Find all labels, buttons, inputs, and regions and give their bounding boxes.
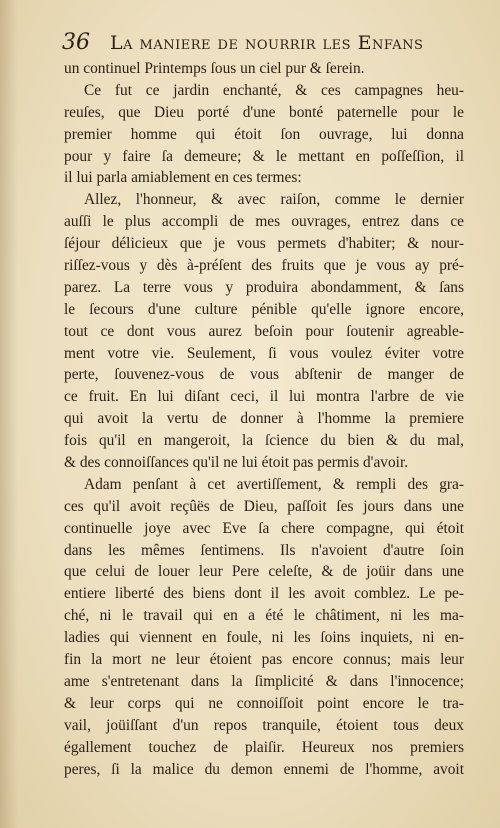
text-line: qui avoit la vertu de donner à l'homme la premiere	[64, 410, 464, 428]
text-line: que celui de louer leur Pere celeſte, & de joüir dans une	[64, 563, 464, 581]
text-line: reuſes, que Dieu porté d'une bonté paternelle pour le	[64, 103, 464, 121]
text-line: il lui parla amiablement en ces termes:	[64, 169, 302, 187]
text-line: Adam penſant à cet avertiſſement, & rempli des gra-	[84, 475, 464, 493]
text-line: parez. La terre vous y produira abondamment, & ſans	[64, 278, 464, 296]
text-line: auſſi le plus accompli de mes ouvrages, entrez dans ce	[64, 213, 464, 231]
text-line: pour y faire ſa demeure; & le mettant en poſſeſſion, il	[64, 147, 464, 165]
text-line: vail, joüiſſant d'un repos tranquile, étoient tous deux	[64, 716, 464, 734]
running-title: La maniere de nourrir les Enfans	[110, 32, 424, 54]
text-line: ché, ni le travail qui en a été le châtiment, ni les ma-	[64, 607, 464, 625]
text-line: le ſecours d'une culture pénible qu'elle ignore encore,	[64, 300, 464, 318]
text-line: peres, ſi la malice du demon ennemi de l'homme, avoit	[64, 760, 464, 778]
text-line: un continuel Printemps ſous un ciel pur & ſerein.	[64, 60, 365, 77]
text-line: & leur corps qui ne connoiſſoit point encore le tra-	[64, 694, 464, 712]
text-line: fois qu'il en mangeroit, la ſcience du bien & du mal,	[64, 432, 464, 450]
text-line: fin la mort ne leur étoient pas encore connus; mais leur	[64, 651, 464, 669]
text-line: perte, ſouvenez-vous de vous abſtenir de manger de	[64, 366, 464, 384]
text-line: Allez, l'honneur, & avec raiſon, comme le dernier	[84, 191, 464, 209]
text-line: continuelle joye avec Eve ſa chere compagne, qui étoit	[64, 519, 464, 537]
text-line: & des connoiſſances qu'il ne lui étoit pas permis d'avoir.	[64, 454, 409, 472]
text-line: riſſez-vous y dès à-préſent des fruits que je vous ay pré-	[64, 257, 464, 275]
text-line: ladies qui viennent en foule, ni les ſoins inquiets, ni en-	[64, 629, 464, 647]
text-line: ame s'entretenant dans la ſimplicité & dans l'innocence;	[64, 672, 464, 690]
text-line: Ce fut ce jardin enchanté, & ces campagnes heu-	[84, 81, 464, 99]
page-gutter-shadow	[0, 0, 18, 828]
text-line: premier homme qui étoit ſon ouvrage, lui donna	[64, 125, 464, 143]
text-line: égallement touchez de plaiſir. Heureux nos premiers	[64, 738, 464, 756]
text-line: dans les mêmes ſentimens. Ils n'avoient d'autre ſoin	[64, 541, 464, 559]
text-line: ces qu'il avoit reçûës de Dieu, paſſoit ſes jours dans une	[64, 497, 464, 515]
text-line: tout ce dont vous aurez beſoin pour ſoutenir agreable-	[64, 322, 464, 340]
text-line: ce fruit. En lui diſant ceci, il lui montra l'arbre de vie	[64, 388, 464, 406]
text-line: entiere liberté des biens dont il les avoit comblez. Le pe-	[64, 585, 464, 603]
text-line: ſéjour délicieux que je vous permets d'habiter; & nour-	[64, 235, 464, 253]
text-line: ment votre vie. Seulement, ſi vous voulez éviter votre	[64, 344, 464, 362]
body-text	[64, 58, 464, 780]
page-number: 36	[62, 30, 90, 55]
page-header	[62, 30, 462, 56]
